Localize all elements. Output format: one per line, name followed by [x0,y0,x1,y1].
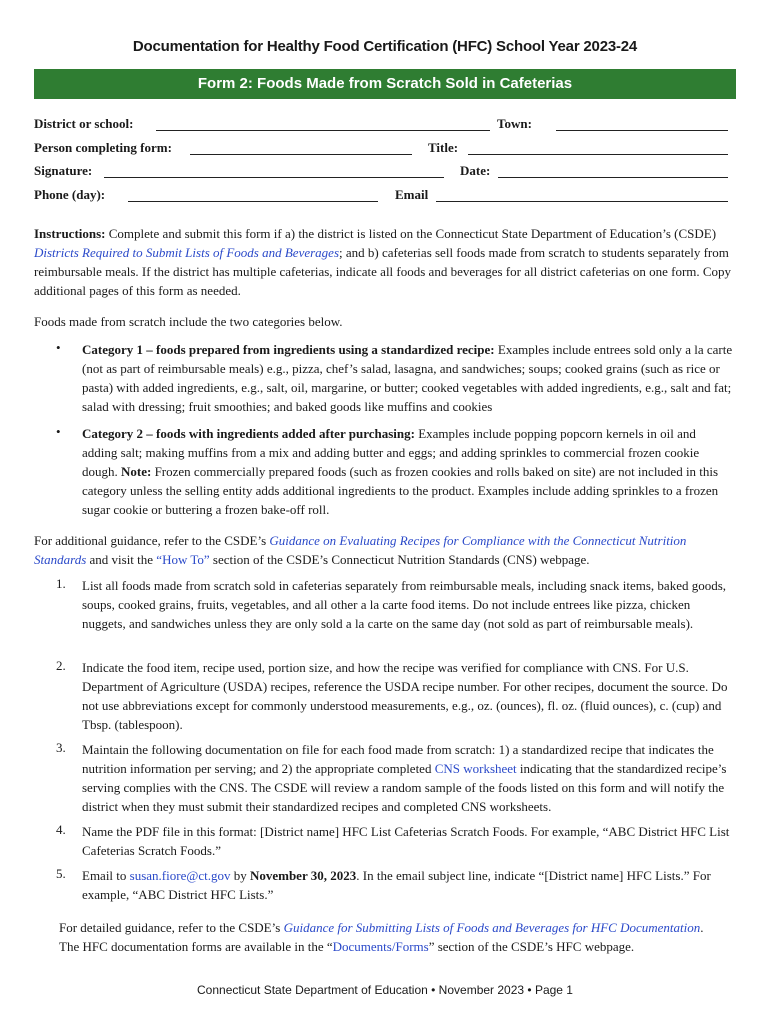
step-number: 4. [56,822,66,837]
date-field[interactable] [498,177,728,178]
phone-label: Phone (day): [34,187,106,202]
how-to-link[interactable]: “How To” [156,552,210,567]
evaluating-recipes-link[interactable]: Guidance on Evaluating Recipes for Compliance with the Connecticut Nutrition Standards [34,533,687,567]
step-5-text: Email to susan.fiore@ct.gov by November 30, 2023. In the email subject line, indicate “[District name] HFC Lists.” For example, “ABC District HFC Lists.” [82,868,711,902]
district-label: District or school: [34,116,134,131]
step-number: 5. [56,866,66,881]
step-number: 1. [56,576,66,591]
category-2-item: Category 2 – foods with ingredients added after purchasing: Examples include popping popcorn kernels in oil and adding salt; making muffins from a mix and adding butter and eggs; and adding sprinkles to commercial frozen cookie dough. Note: Frozen commercially prepared foods (such as frozen cookies and rolls baked on site) are not included in this category unless the selling entity adds additional ingredients to the product. Examples include adding sprinkles to a frozen sugar cookie or buttering a frozen bake-off roll. [82,426,719,517]
form-title-banner: Form 2: Foods Made from Scratch Sold in Cafeterias [34,69,736,99]
step-3-text: Maintain the following documentation on file for each food made from scratch: 1) a standardized recipe that indicates the nutrition information per serving; and 2) the appropriate completed CNS worksheet indicating that the standardized recipe’s serving complies with the CNS. The CSDE will review a random sample of the foods listed on this form and will notify the district when they must submit their standardized recipes and completed CNS worksheets. [82,742,727,814]
documents-forms-link[interactable]: Documents/Forms [332,939,429,954]
instructions-paragraph: Instructions: Complete and submit this form if a) the district is listed on the Connecticut State Department of Education’s (CSDE) Districts Required to Submit Lists of Foods and Beverages; and b) cafeterias sell foods made from scratch to students separately from reimbursable meals. If the district has multiple cafeterias, indicate all foods and beverages for all district cafeterias on one form. Copy additional pages of this form as needed. [34,226,732,298]
category-1-item: Category 1 – foods prepared from ingredients using a standardized recipe: Examples include entrees sold only a la carte (not as part of reimbursable meals) e.g., pizza, chef’s salad, lasagna, and sandwiches; soups; cooked grains (such as rice or pasta) with added ingredients, e.g., salt, oil, margarine, or butter; cooked vegetables with added ingredients, e.g., salt and fat; salad with dressing; fruit smoothies; and baked goods like muffins and cookies [82,342,733,414]
step-number: 3. [56,740,66,755]
step-number: 2. [56,658,66,673]
step-1-text: List all foods made from scratch sold in cafeterias separately from reimbursable meals, including snack items, baked goods, soups, cooked grains, fruits, vegetables, and all other a la carte food items. Do not include entrees like pizza, chicken nuggets, and sandwiches unless they are only sold a la carte on the same day (not sold as part of reimbursable meals). [82,578,727,631]
phone-field[interactable] [128,201,378,202]
signature-field[interactable] [104,177,444,178]
district-field[interactable] [156,130,490,131]
bullet-icon: • [56,340,61,355]
town-field[interactable] [556,130,728,131]
page-footer: Connecticut State Department of Education • November 2023 • Page 1 [197,983,573,997]
email-link[interactable]: susan.fiore@ct.gov [129,868,231,883]
date-label: Date: [460,163,491,178]
page-title: Documentation for Healthy Food Certification (HFC) School Year 2023-24 [132,38,638,55]
step-2-text: Indicate the food item, recipe used, portion size, and how the recipe was verified for compliance with CNS. For U.S. Department of Agriculture (USDA) recipes, reference the USDA recipe number. For other recipes, document the source. Do not use abbreviations except for commonly understood measurements, e.g., oz. (ounces), fl. oz. (fluid ounces), c. (cup) and Tbsp. (tablespoon). [82,660,728,732]
person-label: Person completing form: [34,140,172,155]
detailed-guidance-paragraph: For detailed guidance, refer to the CSDE’s Guidance for Submitting Lists of Foods and Beverages for HFC Documentation. The HFC documentation forms are available in the “Documents/Forms” section of the CSDE’s HFC webpage. [59,920,704,954]
email-label: Email [395,187,429,202]
districts-required-link[interactable]: Districts Required to Submit Lists of Foods and Beverages [34,245,339,260]
bullet-icon: • [56,424,61,439]
submitting-lists-link[interactable]: Guidance for Submitting Lists of Foods and Beverages for HFC Documentation [283,920,701,935]
title-field[interactable] [468,154,728,155]
email-field[interactable] [436,201,728,202]
instructions-lead: Instructions: [34,226,106,241]
town-label: Town: [497,116,532,131]
cns-worksheet-link[interactable]: CNS worksheet [434,761,517,776]
title-label: Title: [428,140,459,155]
intro-text: Foods made from scratch include the two categories below. [34,314,343,329]
guidance-paragraph: For additional guidance, refer to the CSDE’s Guidance on Evaluating Recipes for Compliance with the Connecticut Nutrition Standards and visit the “How To” section of the CSDE’s Connecticut Nutrition Standards (CNS) webpage. [34,533,687,567]
person-field[interactable] [190,154,412,155]
step-4-text: Name the PDF file in this format: [District name] HFC List Cafeterias Scratch Foods. For example, “ABC District HFC List Cafeterias Scratch Foods.” [82,824,730,858]
signature-label: Signature: [34,163,93,178]
